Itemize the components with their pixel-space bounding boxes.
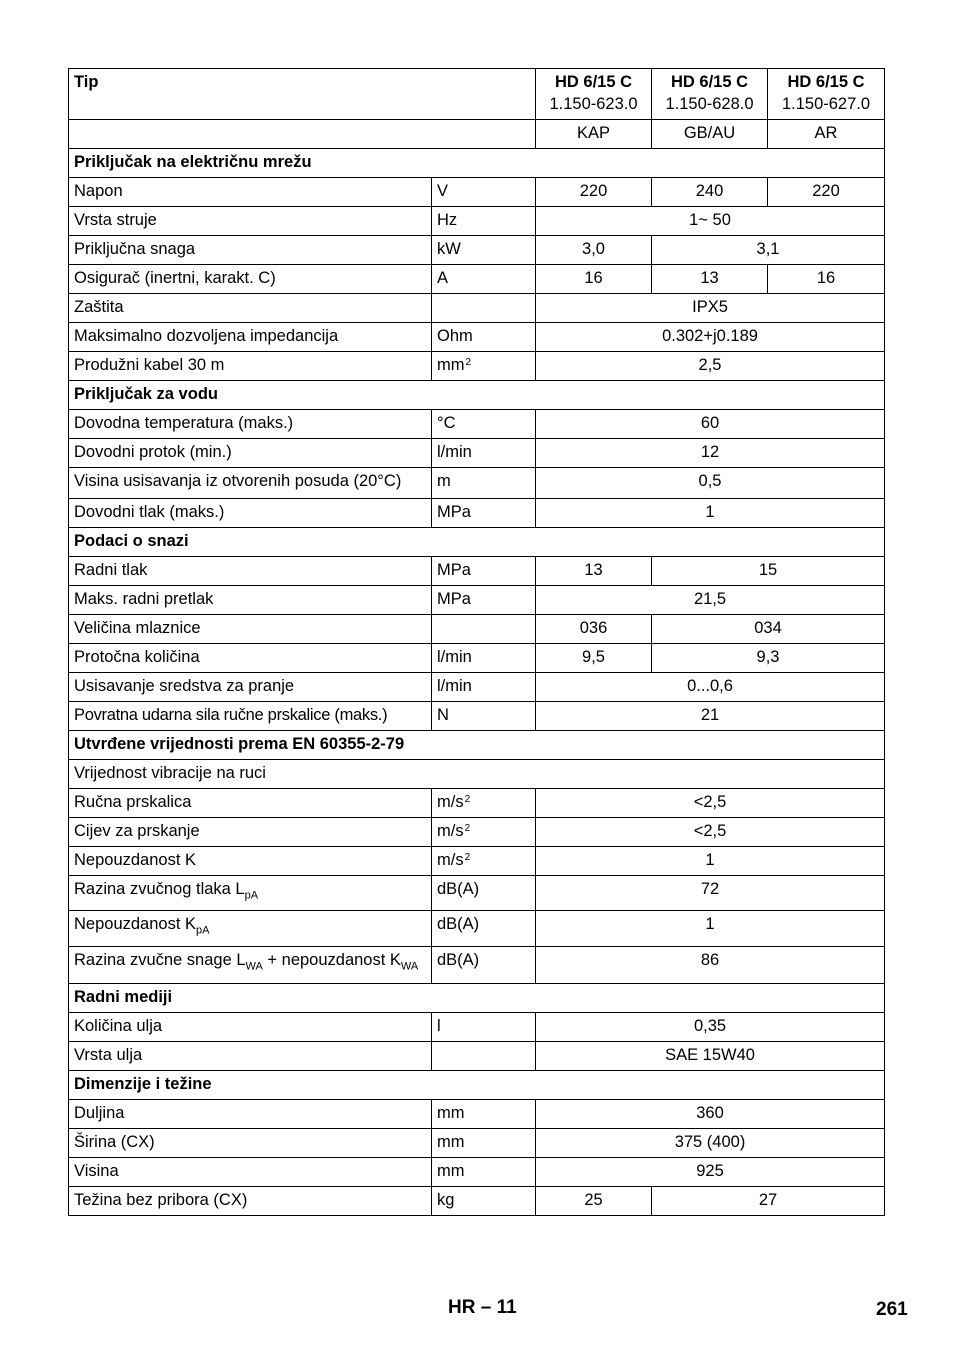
table-row: Dovodni tlak (maks.) MPa 1 [69,499,885,528]
table-row: Visina mm 925 [69,1157,885,1186]
section-heading: Utvrđene vrijednosti prema EN 60355-2-79 [69,731,885,760]
header-row [69,69,885,120]
table-row: Maksimalno dozvoljena impedancija Ohm 0.302+j0.189 [69,323,885,352]
table-row: Razina zvučnog tlaka $L_{pA}$ dB(A) 72 [69,876,885,911]
table-row: Zaštita IPX5 [69,294,885,323]
variant-1: KAP [536,120,652,149]
table-row: Napon V 220 240 220 [69,178,885,207]
section-heading: Dimenzije i težine [69,1070,885,1099]
table-row: Visina usisavanja iz otvorenih posuda (20°C) m 0,5 [69,468,885,499]
table-row: Maks. radni pretlak MPa 21,5 [69,586,885,615]
table-row: Usisavanje sredstva za pranje l/min 0...0,6 [69,673,885,702]
table-row: Ručna prskalica $m/s^2$ <2,5 [69,789,885,818]
table-row: Osigurač (inertni, karakt. C) A 16 13 16 [69,265,885,294]
table-row: Radni tlak MPa 13 15 [69,557,885,586]
section-heading: Podaci o snazi [69,528,885,557]
tip-label: Tip [69,69,536,120]
table-row: Povratna udarna sila ručne prskalice (maks.) N 21 [69,702,885,731]
model-2: HD 6/15 C 1.150-628.0 [652,69,768,120]
table-row: Produžni kabel 30 m $mm^2$ 2,5 [69,352,885,381]
footer-section-label: HR – 11 [448,1297,517,1318]
table-row: Protočna količina l/min 9,5 9,3 [69,644,885,673]
table-row: Razina zvučne snage $L_{WA}$ + nepouzdanost $K_{WA}$ dB(A) 86 [69,946,885,983]
table-row: Nepouzdanost K $m/s^2$ 1 [69,847,885,876]
table-row: Težina bez pribora (CX) kg 25 27 [69,1186,885,1215]
table-row: Vrsta ulja SAE 15W40 [69,1041,885,1070]
table-row: Širina (CX) mm 375 (400) [69,1128,885,1157]
section-heading: Priključak na električnu mrežu [69,149,885,178]
table-row: Duljina mm 360 [69,1099,885,1128]
table-row: Dovodni protok (min.) l/min 12 [69,439,885,468]
model-3: HD 6/15 C 1.150-627.0 [768,69,885,120]
section-heading: Priključak za vodu [69,381,885,410]
table-row: Nepouzdanost $K_{pA}$ dB(A) 1 [69,911,885,946]
table-row: Vrsta struje Hz 1~ 50 [69,207,885,236]
variant-2: GB/AU [652,120,768,149]
table-row: Priključna snaga kW 3,0 3,1 [69,236,885,265]
spec-table [68,68,885,1216]
table-row: Dovodna temperatura (maks.) °C 60 [69,410,885,439]
table-row: Količina ulja l 0,35 [69,1012,885,1041]
table-row: Vrijednost vibracije na ruci [69,760,885,789]
variant-3: AR [768,120,885,149]
table-row: Veličina mlaznice 036 034 [69,615,885,644]
page-number: 261 [876,1299,908,1320]
variant-row [69,120,885,149]
section-heading: Radni mediji [69,983,885,1012]
model-1: HD 6/15 C 1.150-623.0 [536,69,652,120]
table-row: Cijev za prskanje $m/s^2$ <2,5 [69,818,885,847]
